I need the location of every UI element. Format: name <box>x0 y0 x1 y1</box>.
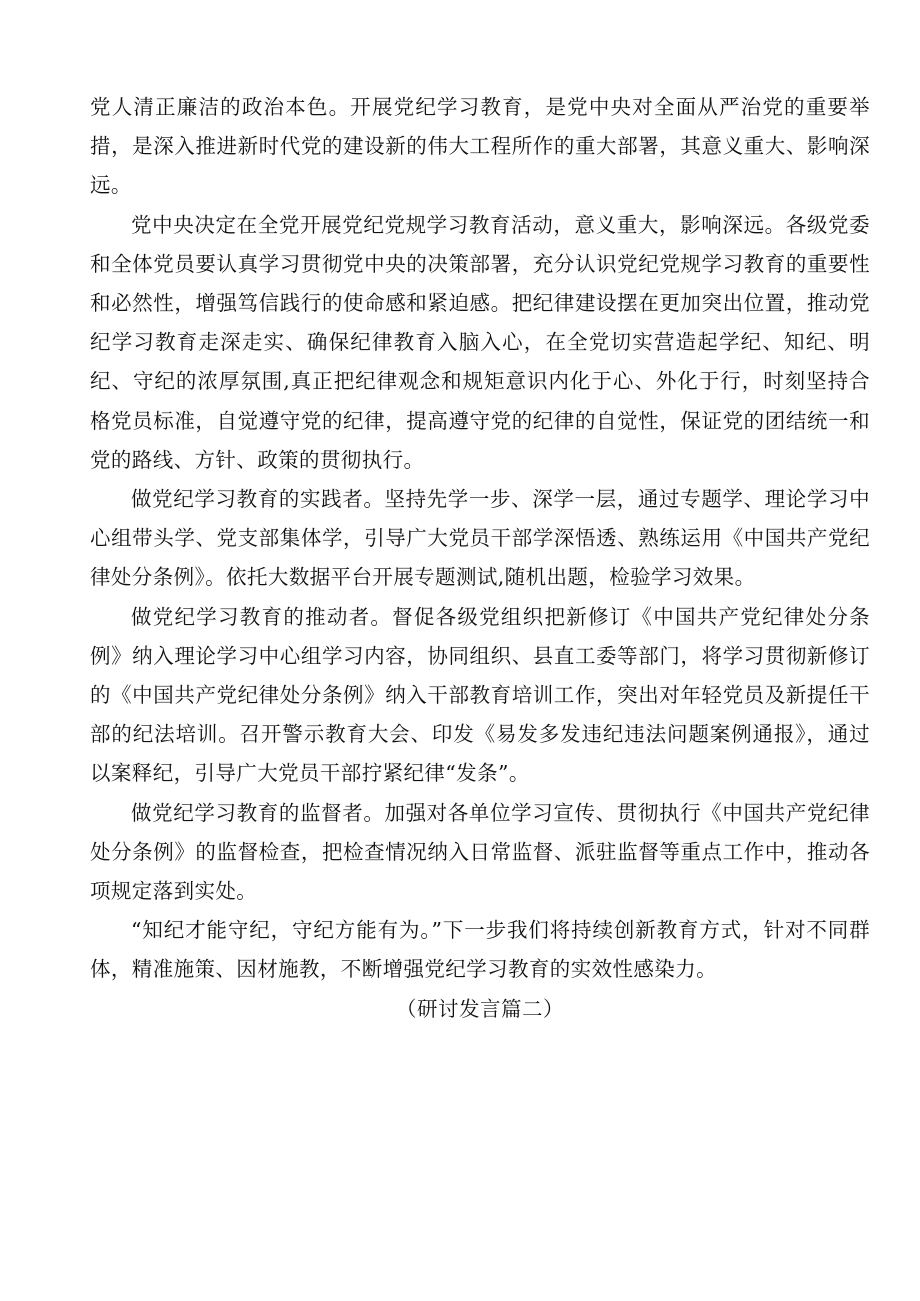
section-heading: （研讨发言篇二） <box>396 996 564 1021</box>
paragraph-decision: 党中央决定在全党开展党纪党规学习教育活动，意义重大，影响深远。各级党委和全体党员要认真学习贯彻党中央的决策部署，充分认识党纪党规学习教育的重要性和必然性，增强笃信践行的使命感和紧迫感。把纪律建设摆在更加突出位置，推动党纪学习教育走深走实、确保纪律教育入脑入心，在全党切实营造起学纪、知纪、明纪、守纪的浓厚氛围,真正把纪律观念和规矩意识内化于心、外化于行，时刻坚持合格党员标准，自觉遵守党的纪律，提高遵守党的纪律的自觉性，保证党的团结统一和党的路线、方针、政策的贯彻执行。 <box>90 212 870 472</box>
paragraph-supervisor: 做党纪学习教育的监督者。加强对各单位学习宣传、贯彻执行《中国共产党纪律处分条例》的监督检查，把检查情况纳入日常监督、派驻监督等重点工作中，推动各项规定落到实处。 <box>90 800 870 904</box>
paragraph-promoter: 做党纪学习教育的推动者。督促各级党组织把新修订《中国共产党纪律处分条例》纳入理论学习中心组学习内容，协同组织、县直工委等部门，将学习贯彻新修订的《中国共产党纪律处分条例》纳入干部教育培训工作，突出对年轻党员及新提任干部的纪法培训。召开警示教育大会、印发《易发多发违纪违法问题案例通报》，通过以案释纪，引导广大党员干部拧紧纪律“发条”。 <box>90 604 870 786</box>
paragraph-practitioner: 做党纪学习教育的实践者。坚持先学一步、深学一层，通过专题学、理论学习中心组带头学、党支部集体学，引导广大党员干部学深悟透、熟练运用《中国共产党纪律处分条例》。依托大数据平台开展专题测试,随机出题，检验学习效果。 <box>90 487 870 590</box>
document-body <box>90 88 870 1029</box>
paragraph-continuation: 党人清正廉洁的政治本色。开展党纪学习教育，是党中央对全面从严治党的重要举措，是深入推进新时代党的建设新的伟大工程所作的重大部署，其意义重大、影响深远。 <box>90 95 870 198</box>
paragraph-conclusion: “知纪才能守纪，守纪方能有为。”下一步我们将持续创新教育方式，针对不同群体，精准施策、因材施教，不断增强党纪学习教育的实效性感染力。 <box>90 918 870 982</box>
